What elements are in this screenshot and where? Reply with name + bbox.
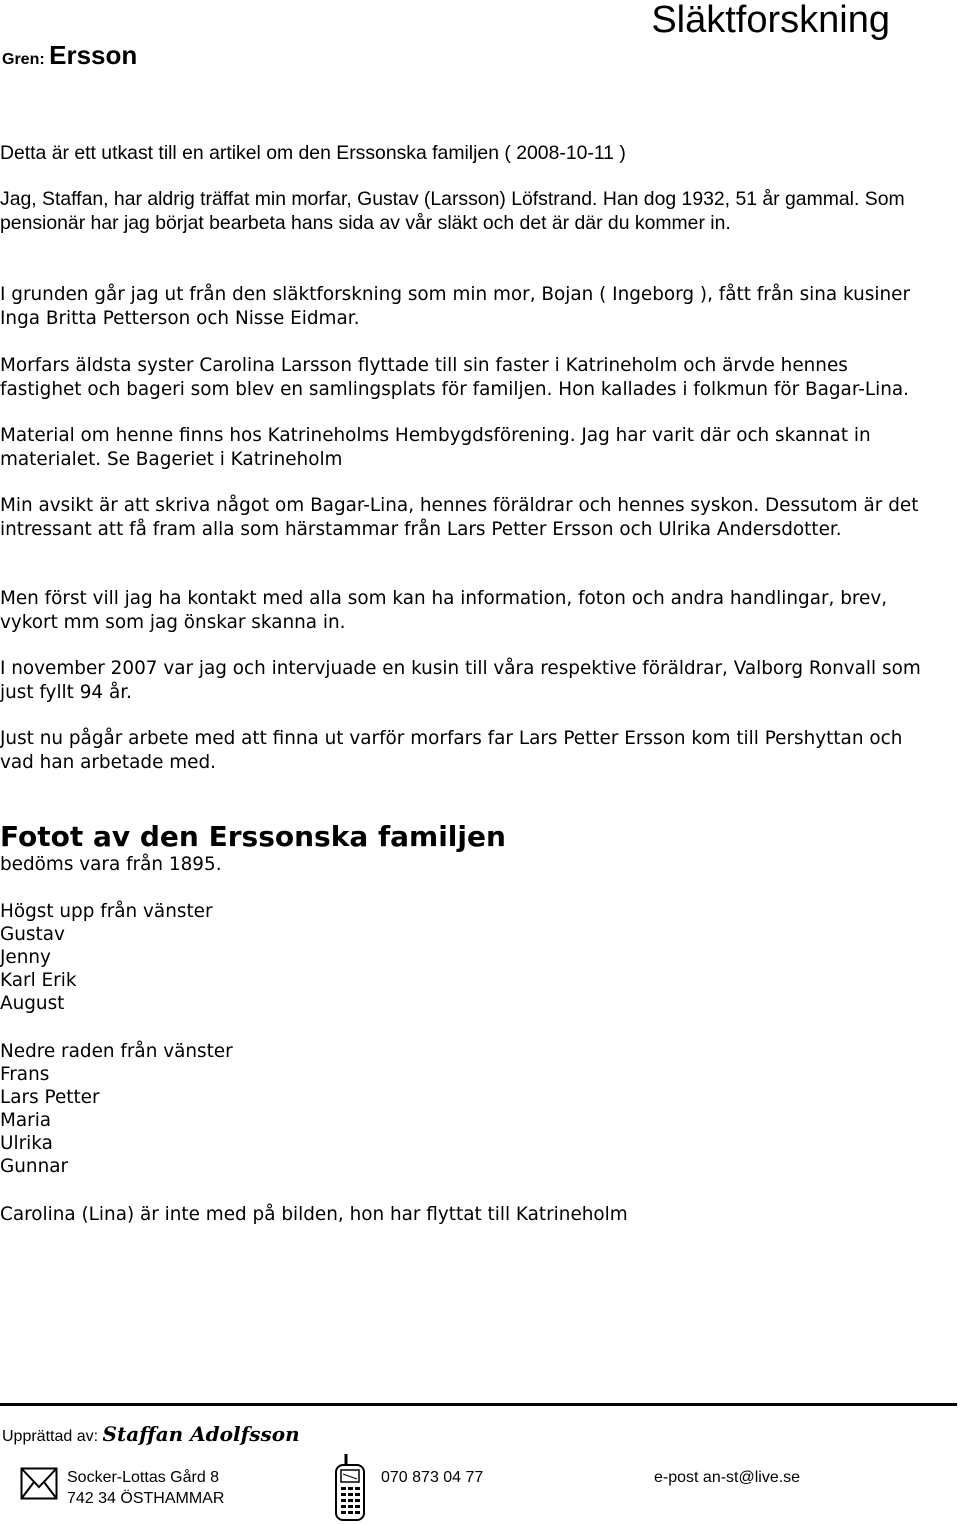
branch-name: Ersson xyxy=(49,40,138,70)
person-name: Karl Erik xyxy=(0,970,77,991)
photo-dated: bedöms vara från 1895. xyxy=(0,854,222,875)
envelope-icon xyxy=(20,1465,58,1503)
person-name: Maria xyxy=(0,1110,52,1131)
author-label: Upprättad av: xyxy=(2,1428,99,1445)
person-name: Jenny xyxy=(0,947,51,968)
person-name: Gustav xyxy=(0,924,65,945)
email-address[interactable]: e-post an-st@live.se xyxy=(654,1469,801,1486)
person-name: August xyxy=(0,993,65,1014)
address-line-1: Socker-Lottas Gård 8 xyxy=(67,1469,220,1486)
address-line-2: 742 34 ÖSTHAMMAR xyxy=(67,1490,225,1507)
paragraph-current-work: Just nu pågår arbete med att finna ut varför morfars far Lars Petter Ersson kom till Pershyttan och vad han arbetade med. xyxy=(0,728,903,773)
author-line xyxy=(2,1420,300,1451)
paragraph-aim: Min avsikt är att skriva något om Bagar-Lina, hennes föräldrar och hennes syskon. Dessutom är det intressant att få fram alla som härstammar från Lars Petter Ersson och Ulrika Andersdotter. xyxy=(0,495,919,540)
person-name: Lars Petter xyxy=(0,1087,100,1108)
person-name: Gunnar xyxy=(0,1156,69,1177)
paragraph-interview: I november 2007 var jag och intervjuade en kusin till våra respektive föräldrar, Valborg Ronvall som just fyllt 94 år. xyxy=(0,658,921,703)
paragraph-material: Material om henne finns hos Katrineholms Hembygdsförening. Jag har varit där och skannat in materialet. Se Bageriet i Katrineholm xyxy=(0,425,871,470)
branch-line xyxy=(2,40,137,75)
top-row-label: Högst upp från vänster xyxy=(0,901,213,922)
person-name: Ulrika xyxy=(0,1133,53,1154)
paragraph-carolina: Morfars äldsta syster Carolina Larsson flyttade till sin faster i Katrineholm och ärvde hennes fastighet och bageri som blev en samlingsplats för familjen. Hon kallades i folkmun för Bagar-Lina. xyxy=(0,355,909,400)
mobile-phone-icon xyxy=(330,1452,370,1522)
person-name: Frans xyxy=(0,1064,50,1085)
paragraph-morfar: Jag, Staffan, har aldrig träffat min morfar, Gustav (Larsson) Löfstrand. Han dog 1932, 51 år gammal. Som pensionär har jag börjat bearbeta hans sida av vår släkt och det är där du kommer in. xyxy=(0,188,905,234)
footer-divider xyxy=(0,1403,957,1406)
author-signature: Staffan Adolfsson xyxy=(102,1422,300,1446)
page-title: Släktforskning xyxy=(651,0,890,41)
branch-label: Gren: xyxy=(2,51,45,68)
bottom-row-label: Nedre raden från vänster xyxy=(0,1041,233,1062)
intro-paragraph: Detta är ett utkast till en artikel om den Erssonska familjen ( 2008-10-11 ) xyxy=(0,142,626,164)
paragraph-contact: Men först vill jag ha kontakt med alla som kan ha information, foton och andra handlingar, brev, vykort mm som jag önskar skanna in. xyxy=(0,588,888,633)
paragraph-source: I grunden går jag ut från den släktforskning som min mor, Bojan ( Ingeborg ), fått från sina kusiner Inga Britta Petterson och Nisse Eidmar. xyxy=(0,284,911,329)
photo-note: Carolina (Lina) är inte med på bilden, hon har flyttat till Katrineholm xyxy=(0,1204,628,1225)
phone-number: 070 873 04 77 xyxy=(381,1469,484,1486)
photo-heading: Fotot av den Erssonska familjen xyxy=(0,820,506,853)
